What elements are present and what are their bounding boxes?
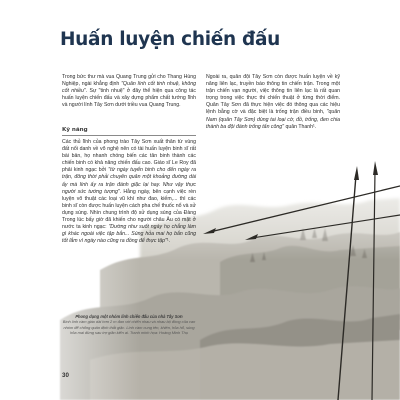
illustration-caption bbox=[60, 314, 198, 335]
intro-paragraph: Trong bức thư mà vua Quang Trung gửi cho Thang Hùng Nghiệp, ngài khẳng định "Quân lính cốt tinh nhuệ, không cốt nhiều". Sự "tinh nhuệ" ở đây thể hiện qua công tác huấn luyện chiến đấu và xây dựng phẩm chất tướng lĩnh và người lính Tây Sơn dưới triều vua Quang Trung. bbox=[62, 74, 196, 109]
page-title: Huấn luyện chiến đấu bbox=[60, 29, 281, 50]
page-number: 30 bbox=[62, 372, 69, 379]
skills-paragraph: Các thủ lĩnh của phong trào Tây Sơn xuất thân từ vùng đất nổi danh về võ nghệ nên có tài huấn luyện binh sĩ rất bài bản, họ nhanh chóng biến các tân binh thành các chiến binh có khả năng chiến đấu cao. Giáo sĩ Le Roy đã phải kinh ngạc bởi "từ ngày tuyển binh cho đến ngày ra trận, đông thời phải chuyên quân một khoảng đường dài ấy mà lính ấy ra trận đánh giặc lại hay. Như vậy thực người sức tướng tượng". Hằng ngày, bên cạnh việc rèn luyện võ thuật các loại vũ khí như đao, kiếm,... thì các binh sĩ còn được huấn luyện cách pha chế thuốc nổ và sử dụng súng. Nhìn chung trình độ sử dụng súng của Đàng Trong lúc bấy giờ đã khiến cho người châu Âu có mặt ở nước ta kinh ngạc: "Dường như suốt ngày họ chẳng làm gì khác ngoài việc tập bắn... Súng hỏa mai họ bắn cũng tốt lắm vì ngày nào cũng ra đồng để thực tập"¹. bbox=[62, 139, 196, 245]
caption-title: Phong dụng một nhóm lính chiến đấu của nhà Tây Sơn bbox=[75, 314, 183, 319]
section-heading: Kỹ năng bbox=[62, 127, 88, 133]
caption-body: Bình lính cầm giáo dài hơn 2 m đan với chiến nhau và nhau bộ đồng của can nhóm để chống quân định thắt giặc. Lính cầm cung tên, khiên, hỏa hổ, súng hỏa mai đứng sau trợ giản kiến ai. Tranh minh họa: Hoàng Minh Thụ bbox=[62, 319, 196, 335]
communication-paragraph: Ngoài ra, quân đội Tây Sơn còn được huấn luyện về kỹ năng liên lạc, truyền báo thông tin chiến trận. Trong một trận chiến vạn người, việc thông tin liên lạc là rất quan trọng trong việc thực thi chiến thuật ở từng thời điểm. Quân Tây Sơn đã thực hiện việc đó thông qua các hiệu lệnh bằng cờ và đặc biệt là trống trận điều binh, "quân Nam (quân Tây Sơn) dùng tai loại cờ, đồ, trống, đen chia thành ba đội đánh trống tấn công" quân Thanh¹. bbox=[206, 74, 340, 130]
section-divider bbox=[62, 135, 196, 136]
